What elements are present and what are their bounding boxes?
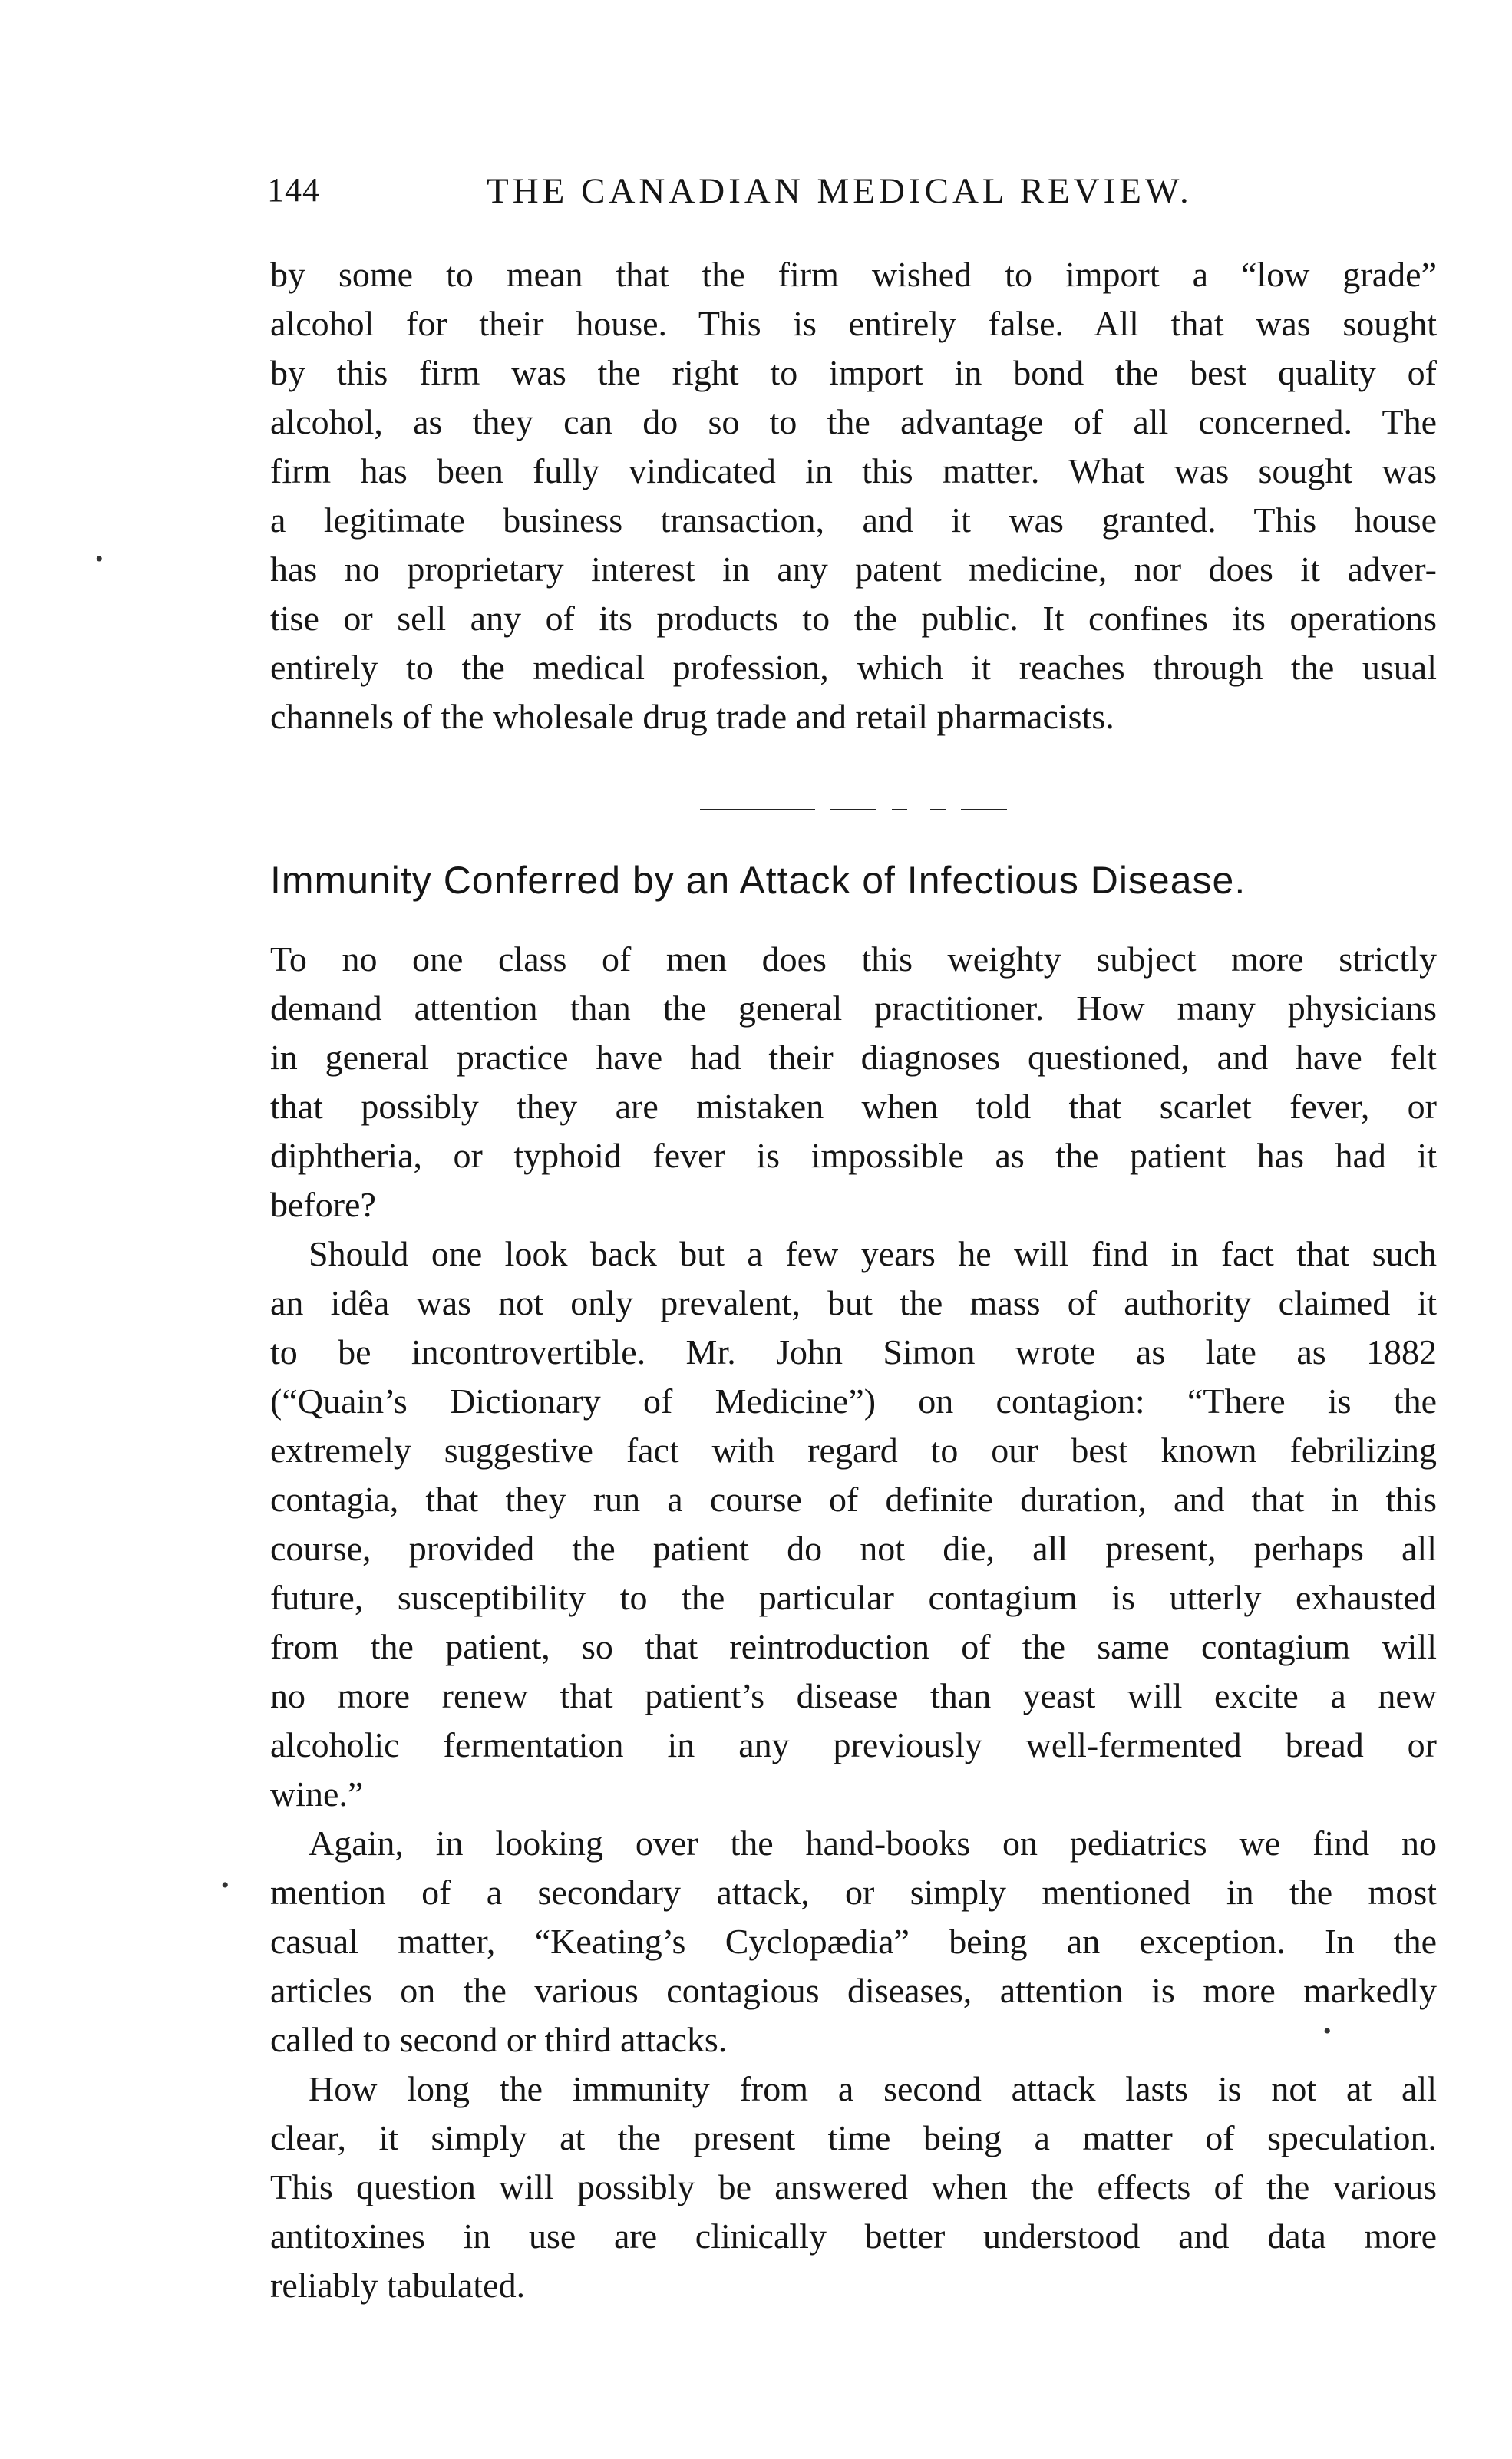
text-line: This question will possibly be answered when the effects of the various (270, 2167, 1437, 2206)
paragraph-1 (270, 935, 1437, 1230)
text-line: casual matter, “Keating’s Cyclopædia” being an exception. In the (270, 1922, 1437, 1961)
text-line: channels of the wholesale drug trade and retail pharmacists. (270, 697, 1114, 736)
text-line: an idêa was not only prevalent, but the mass of authority claimed it (270, 1283, 1437, 1322)
text-line: entirely to the medical profession, which it reaches through the usual (270, 648, 1437, 687)
text-line: articles on the various contagious diseases, attention is more markedly (270, 1971, 1437, 2010)
text-line: (“Quain’s Dictionary of Medicine”) on contagion: “There is the (270, 1381, 1437, 1421)
text-line: from the patient, so that reintroduction of the same contagium will (270, 1627, 1437, 1666)
text-line: To no one class of men does this weighty subject more strictly (270, 939, 1437, 979)
margin-speck: • (221, 1873, 229, 1898)
text-line: to be incontrovertible. Mr. John Simon wrote as late as 1882 (270, 1332, 1437, 1371)
paragraph-4 (270, 2065, 1437, 2310)
text-line: that possibly they are mistaken when told that scarlet fever, or (270, 1087, 1437, 1126)
paragraph-2 (270, 1230, 1437, 1819)
section-divider (700, 809, 1007, 812)
text-line: before? (270, 1185, 376, 1224)
page-number: 144 (267, 171, 320, 209)
text-line: Should one look back but a few years he will find in fact that such (309, 1234, 1437, 1273)
margin-speck: • (95, 546, 104, 572)
document-page (267, 0, 1437, 2459)
text-line: a legitimate business transaction, and it was granted. This house (270, 500, 1437, 540)
text-line: demand attention than the general practitioner. How many physicians (270, 989, 1437, 1028)
text-line: called to second or third attacks. (270, 2020, 728, 2059)
text-line: extremely suggestive fact with regard to our best known febrilizing (270, 1431, 1437, 1470)
text-line: future, susceptibility to the particular contagium is utterly exhausted (270, 1578, 1437, 1617)
continued-paragraph (270, 250, 1437, 741)
journal-title: THE CANADIAN MEDICAL REVIEW. (487, 171, 1193, 211)
text-line: no more renew that patient’s disease than yeast will excite a new (270, 1676, 1437, 1715)
text-line: alcohol, as they can do so to the advantage of all concerned. The (270, 402, 1437, 441)
running-head (267, 170, 1437, 216)
text-line: antitoxines in use are clinically better understood and data more (270, 2216, 1437, 2256)
text-line: clear, it simply at the present time being a matter of speculation. (270, 2118, 1437, 2157)
margin-speck: • (1323, 2018, 1332, 2044)
text-line: by some to mean that the firm wished to import a “low grade” (270, 255, 1437, 294)
text-line: alcohol for their house. This is entirely false. All that was sought (270, 304, 1437, 343)
text-line: diphtheria, or typhoid fever is impossible as the patient has had it (270, 1136, 1437, 1175)
text-line: Again, in looking over the hand-books on pediatrics we find no (309, 1824, 1437, 1863)
text-line: How long the immunity from a second attack lasts is not at all (309, 2069, 1437, 2108)
text-line: mention of a secondary attack, or simply mentioned in the most (270, 1873, 1437, 1912)
paragraph-3 (270, 1819, 1437, 2065)
text-line: alcoholic fermentation in any previously well-fermented bread or (270, 1725, 1437, 1764)
text-line: course, provided the patient do not die, all present, perhaps all (270, 1529, 1437, 1568)
text-line: has no proprietary interest in any patent medicine, nor does it adver- (270, 550, 1437, 589)
article-title: Immunity Conferred by an Attack of Infectious Disease. (270, 859, 1246, 902)
text-line: reliably tabulated. (270, 2266, 526, 2305)
text-line: by this firm was the right to import in bond the best quality of (270, 353, 1437, 392)
text-line: in general practice have had their diagnoses questioned, and have felt (270, 1038, 1437, 1077)
text-line: firm has been fully vindicated in this matter. What was sought was (270, 451, 1437, 490)
text-line: contagia, that they run a course of definite duration, and that in this (270, 1480, 1437, 1519)
text-line: wine.” (270, 1774, 364, 1814)
text-line: tise or sell any of its products to the public. It confines its operations (270, 599, 1437, 638)
